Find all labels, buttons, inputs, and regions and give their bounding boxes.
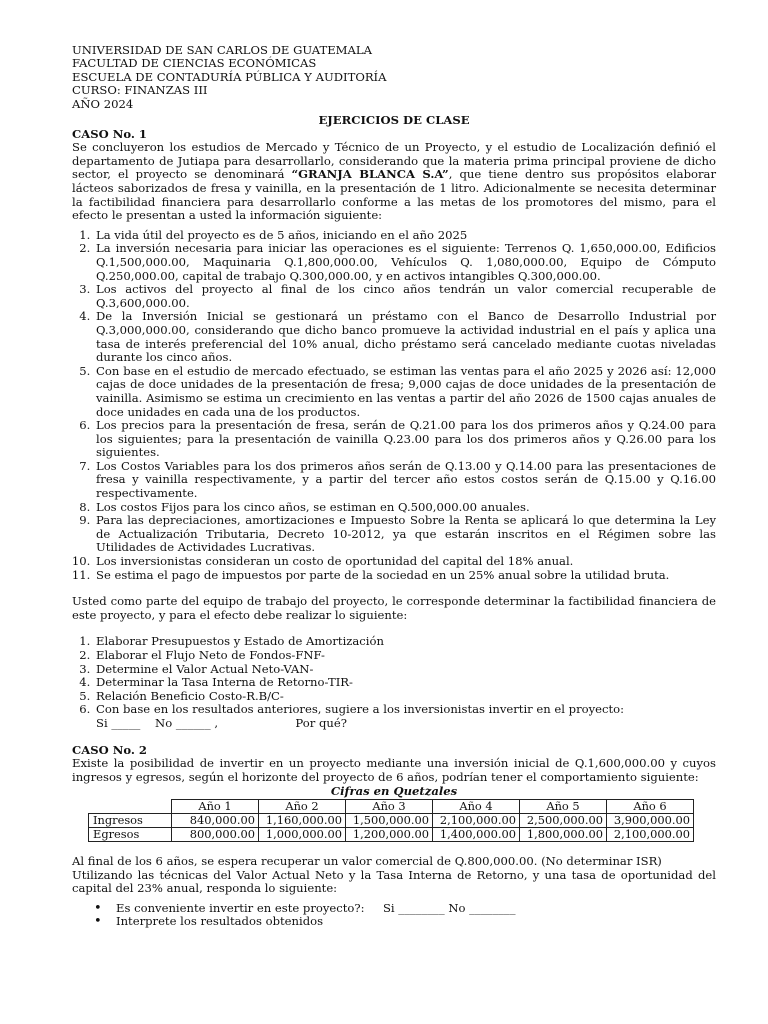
caso2-bullet-list	[72, 902, 716, 929]
caso1-task-intro: Usted como parte del equipo de trabajo del proyecto, le corresponde determinar la factibilidad financiera de este proyecto, y para el efecto debe realizar lo siguiente:	[72, 594, 716, 622]
list-item: 6. Los precios para la presentación de fresa, serán de Q.21.00 para los dos primeros años y Q.24.00 para los siguientes; para la presentación de vainilla Q.23.00 para los dos primeros años y Q.26.00 para los siguientes.	[94, 419, 716, 460]
document-title: EJERCICIOS DE CLASE	[318, 113, 470, 128]
task-item: 5. Relación Beneficio Costo-R.B/C-	[94, 690, 716, 704]
table-cell: 1,000,000.00	[259, 827, 346, 841]
table-cell: 2,100,000.00	[433, 813, 520, 827]
year-label: AÑO 2024	[72, 96, 134, 111]
list-item: 8. Los costos Fijos para los cinco años, se estiman en Q.500,000.00 anuales.	[94, 501, 716, 515]
task-item: 1. Elaborar Presupuestos y Estado de Amortización	[94, 635, 716, 649]
faculty-name: FACULTAD DE CIENCIAS ECONÓMICAS	[72, 56, 317, 71]
table-row	[89, 813, 694, 827]
list-item: 3. Los activos del proyecto al final de los cinco años tendrán un valor comercial recuperable de Q.3,600,000.00.	[94, 283, 716, 310]
row-label: Egresos	[89, 827, 172, 841]
list-item: 1. La vida útil del proyecto es de 5 años, iniciando en el año 2025	[94, 229, 716, 243]
table-cell: 840,000.00	[172, 813, 259, 827]
table-cell: 3,900,000.00	[607, 813, 694, 827]
answer-line: Si _____ No ______ , Por qué?	[96, 715, 347, 730]
table-cell: 2,100,000.00	[607, 827, 694, 841]
caso2-heading: CASO No. 2	[72, 742, 147, 757]
task-item: 4. Determinar la Tasa Interna de Retorno-TIR-	[94, 676, 716, 690]
list-item: 11. Se estima el pago de impuestos por parte de la sociedad en un 25% anual sobre la utilidad bruta.	[94, 569, 716, 583]
table-row	[89, 827, 694, 841]
cash-flow-table	[88, 799, 694, 842]
caso1-intro	[72, 141, 716, 223]
bullet-item: • Interprete los resultados obtenidos	[94, 915, 716, 929]
table-cell: 1,500,000.00	[346, 813, 433, 827]
column-header: Año 5	[520, 799, 607, 813]
task-item: 2. Elaborar el Flujo Neto de Fondos-FNF-	[94, 649, 716, 663]
table-cell: 1,160,000.00	[259, 813, 346, 827]
table-cell: 1,800,000.00	[520, 827, 607, 841]
caso2-after-1: Al final de los 6 años, se espera recuperar un valor comercial de Q.800,000.00. (No determinar ISR)	[72, 853, 662, 868]
school-name: ESCUELA DE CONTADURÍA PÚBLICA Y AUDITORÍA	[72, 69, 387, 84]
caso1-info-list	[72, 229, 716, 582]
course-name: CURSO: FINANZAS III	[72, 83, 208, 98]
document-header	[72, 44, 716, 111]
column-header: Año 4	[433, 799, 520, 813]
task-item: 6. Con base en los resultados anteriores, sugiere a los inversionistas invertir en el proyecto:	[94, 703, 716, 717]
list-item: 4. De la Inversión Inicial se gestionará un préstamo con el Banco de Desarrollo Industrial por Q.3,000,000.00, considerando que dicho banco promueve la actividad industrial en el país y aplica una tasa de interés preferencial del 10% anual, dicho préstamo será cancelado mediante cuotas niveladas durante los cinco años.	[94, 310, 716, 364]
column-header: Año 1	[172, 799, 259, 813]
table-cell: 1,200,000.00	[346, 827, 433, 841]
table-header-row	[89, 799, 694, 813]
list-item: 2. La inversión necesaria para iniciar las operaciones es el siguiente: Terrenos Q. 1,650,000.00, Edificios Q.1,500,000.00, Maquinaria Q.1,800,000.00, Vehículos Q. 1,080,000.00, Equipo de Cómputo Q.250,000.00, capital de trabajo Q.300,000.00, y en activos intangibles Q.300,000.00.	[94, 242, 716, 283]
list-item: 9. Para las depreciaciones, amortizaciones e Impuesto Sobre la Renta se aplicará lo que determina la Ley de Actualización Tributaria, Decreto 10-2012, ya que estarán inscritos en el Régimen sobre las Utilidades de Actividades Lucrativas.	[94, 514, 716, 555]
column-header: Año 3	[346, 799, 433, 813]
list-item: 10. Los inversionistas consideran un costo de oportunidad del capital del 18% anual.	[94, 555, 716, 569]
caso1-task-list	[72, 635, 716, 717]
caso2-after-2: Utilizando las técnicas del Valor Actual Neto y la Tasa Interna de Retorno, y una tasa de oportunidad del capital del 23% anual, responda lo siguiente:	[72, 867, 716, 896]
column-header: Año 2	[259, 799, 346, 813]
list-item: 7. Los Costos Variables para los dos primeros años serán de Q.13.00 y Q.14.00 para las presentaciones de fresa y vainilla respectivamente, y a partir del tercer año estos costos serán de Q.15.00 y Q.16.00 respectivamente.	[94, 460, 716, 501]
document-page	[72, 44, 716, 929]
caso1-intro-b: , que tiene dentro sus propósitos elaborar lácteos saborizados de fresa y vainilla, en la presentación de 1 litro. Adicionalmente se necesita determinar la factibilidad financiera para desarrollarlo conforme a las metas de los promotores del mismo, para el efecto le presentan a usted la información siguiente:	[72, 167, 716, 223]
project-name: “GRANJA BLANCA S.A”	[291, 167, 449, 182]
caso1-intro-a: Se concluyeron los estudios de Mercado y Técnico de un Proyecto, y el estudio de Localización definió el departamento de Jutiapa para desarrollarlo, considerando que la materia prima principal proviene de dicho sector, el proyecto se denominará	[72, 140, 716, 182]
university-name: UNIVERSIDAD DE SAN CARLOS DE GUATEMALA	[72, 43, 372, 57]
caso2-intro: Existe la posibilidad de invertir en un proyecto mediante una inversión inicial de Q.1,600,000.00 y cuyos ingresos y egresos, según el horizonte del proyecto de 6 años, podrían tener el comportamiento siguiente:	[72, 756, 716, 784]
caso1-heading: CASO No. 1	[72, 126, 147, 141]
task-item: 3. Determine el Valor Actual Neto-VAN-	[94, 663, 716, 677]
table-cell: 800,000.00	[172, 827, 259, 841]
table-cell: 1,400,000.00	[433, 827, 520, 841]
list-item: 5. Con base en el estudio de mercado efectuado, se estiman las ventas para el año 2025 y 2026 así: 12,000 cajas de doce unidades de la presentación de fresa; 9,000 cajas de doce unidades de la presentación de vainilla. Asimismo se estima un crecimiento en las ventas a partir del año 2026 de 1500 cajas anuales de doce unidades en cada una de los productos.	[94, 365, 716, 419]
bullet-item: • Es conveniente invertir en este proyecto?: Si ________ No ________	[94, 902, 716, 916]
row-label: Ingresos	[89, 813, 172, 827]
table-cell: 2,500,000.00	[520, 813, 607, 827]
column-header: Año 6	[607, 799, 694, 813]
table-caption: Cifras en Quetzales	[330, 784, 458, 799]
